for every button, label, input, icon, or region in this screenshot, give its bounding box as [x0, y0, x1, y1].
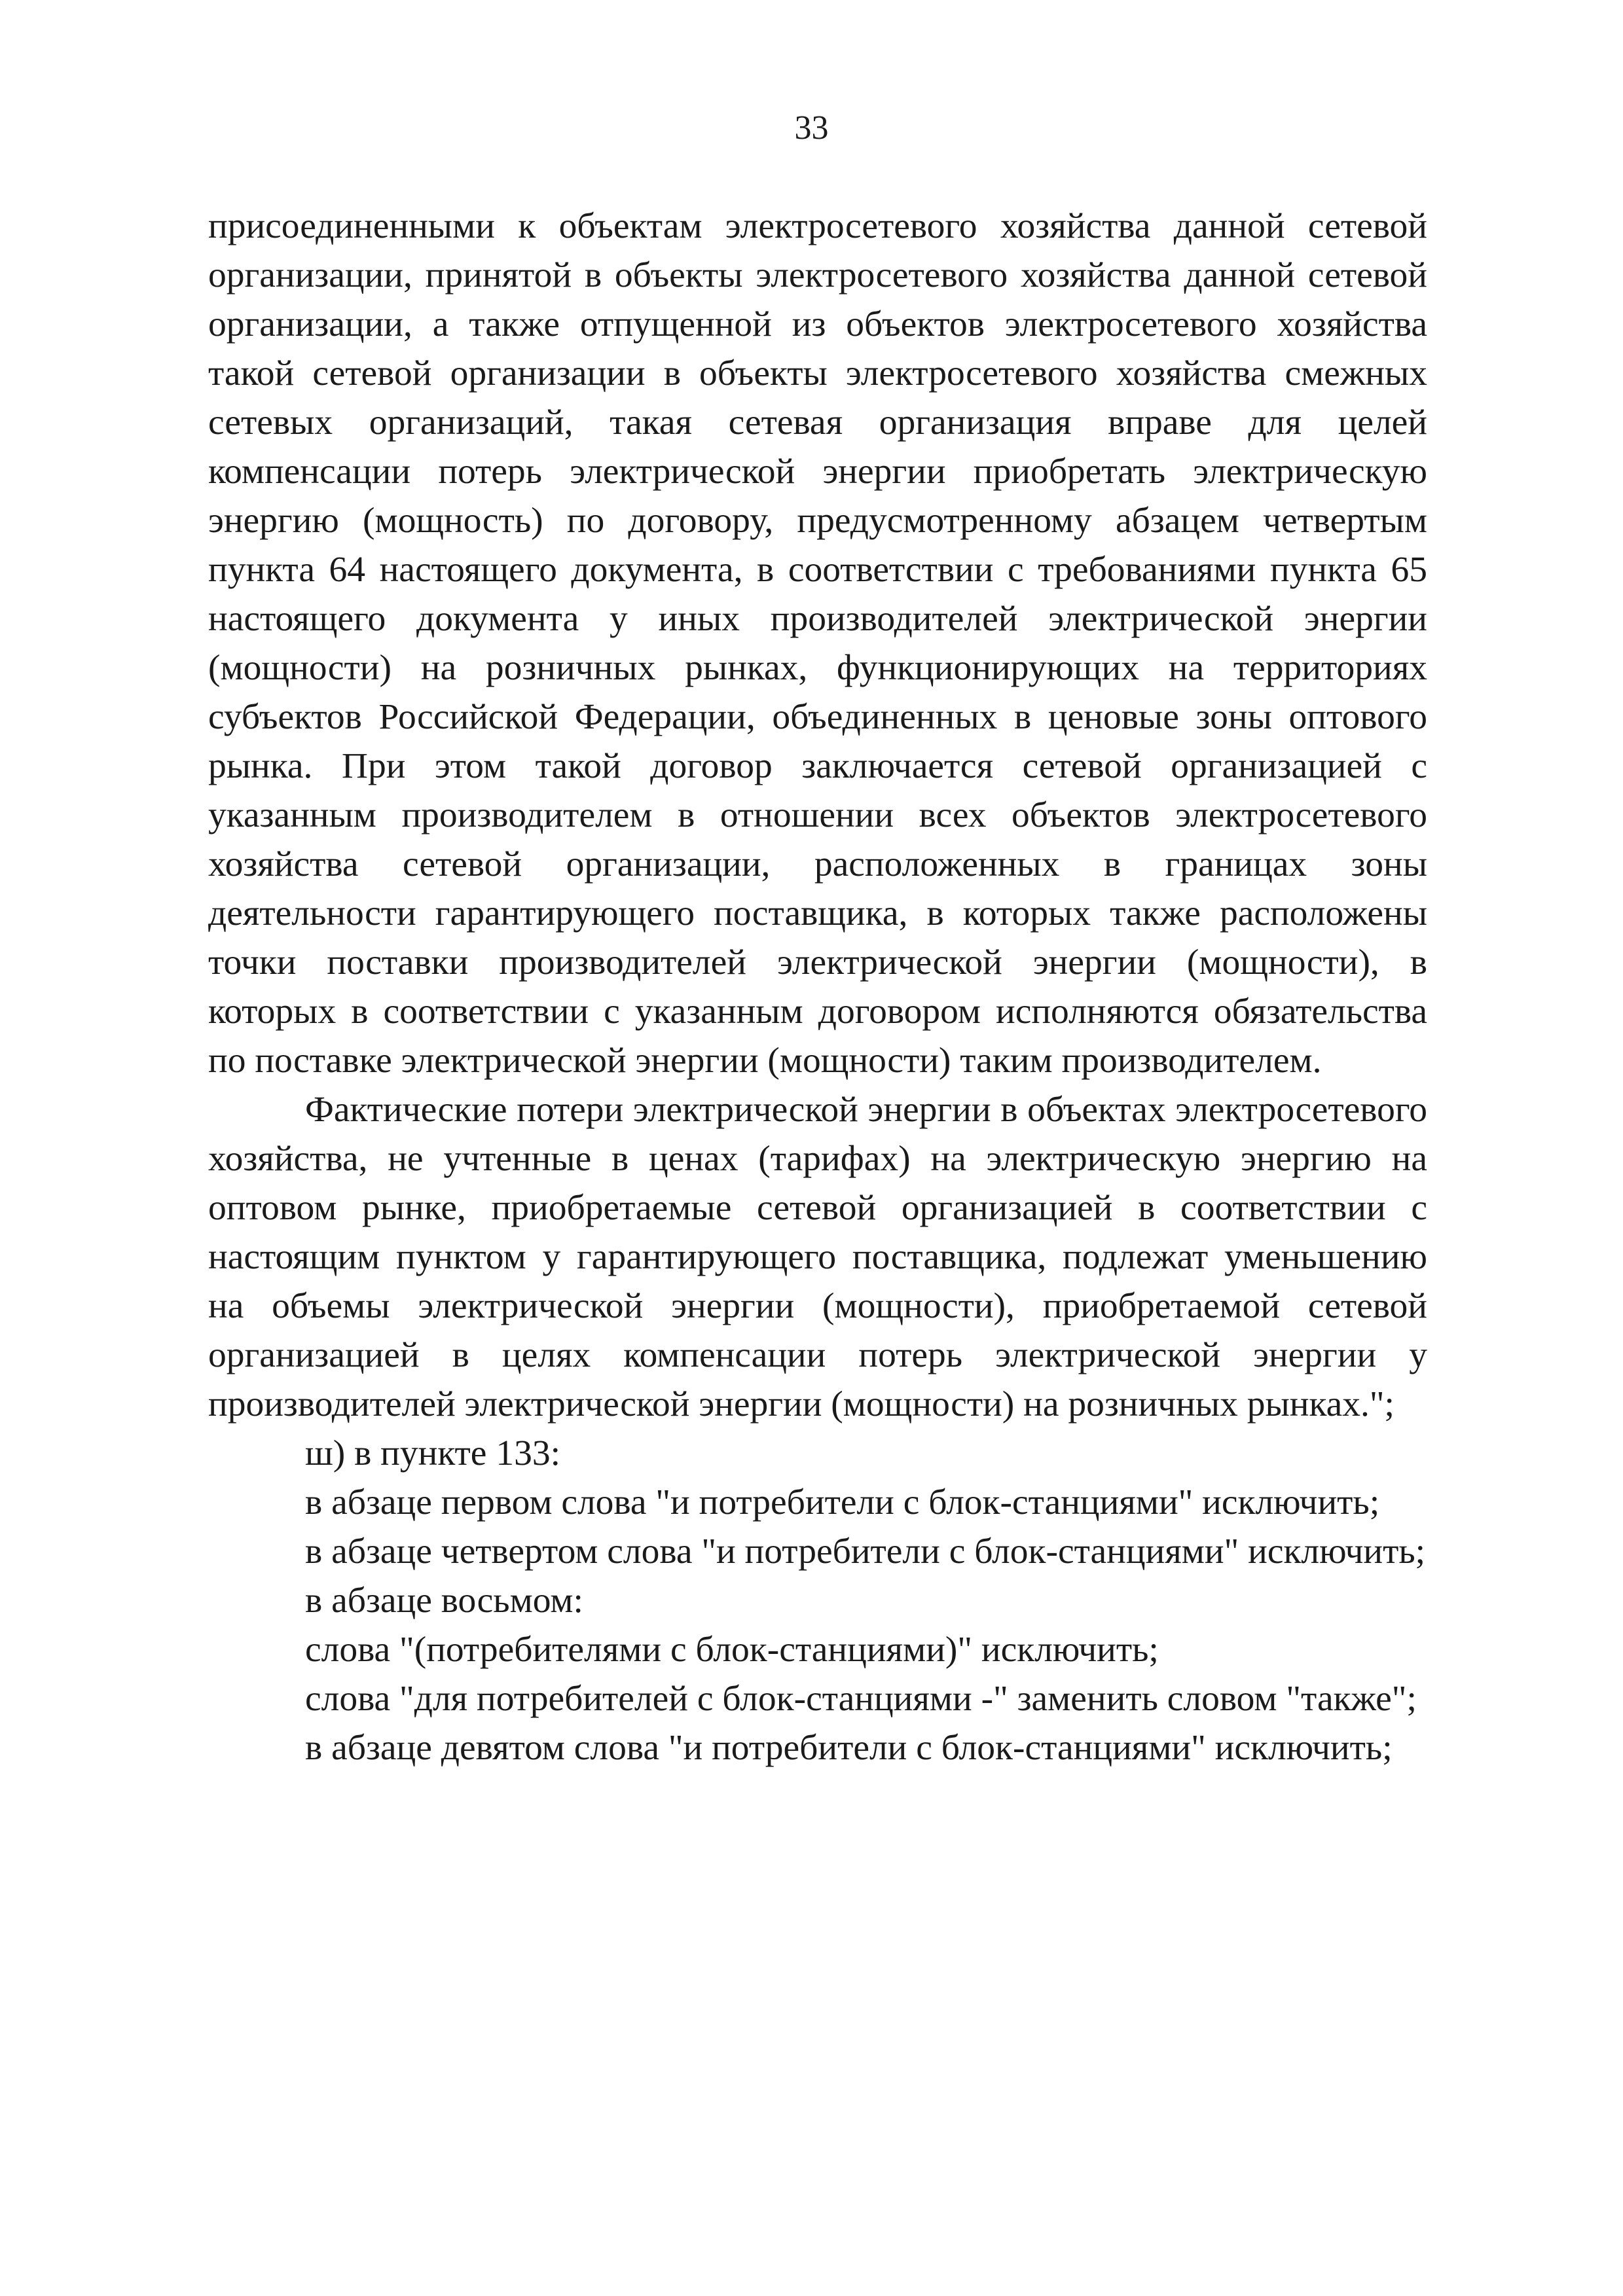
page-number: 33 — [794, 109, 829, 147]
paragraph-ninth-abzac: в абзаце девятом слова "и потребители с блок-станциями" исключить; — [305, 1728, 1393, 1768]
paragraph-words-exclude: слова "(потребителями с блок-станциями)" исключить; — [305, 1630, 1159, 1670]
paragraph-words-replace: слова "для потребителей с блок-станциями -" заменить словом "также"; — [305, 1679, 1417, 1719]
paragraph-first-abzac: в абзаце первом слова "и потребители с блок-станциями" исключить; — [305, 1482, 1380, 1522]
paragraph-eighth-abzac: в абзаце восьмом: — [305, 1581, 583, 1621]
paragraph-item-sh: ш) в пункте 133: — [305, 1433, 560, 1473]
paragraph-continuation: присоединенными к объектам электросетевого хозяйства данной сетевой организации, принятой в объекты электросетевого хозяйства данной сетевой организации, а также отпущенной из объектов электросетевого хозяйства такой сетевой организации в объекты электросетевого хозяйства смежных сетевых организаций, такая сетевая организация вправе для целей компенсации потерь электрической энергии приобретать электрическую энергию (мощность) по договору, предусмотренному абзацем четвертым пункта 64 настоящего документа, в соответствии с требованиями пункта 65 настоящего документа у иных производителей электрической энергии (мощности) на розничных рынках, функционирующих на территориях субъектов Российской Федерации, объединенных в ценовые зоны оптового рынка. При этом такой договор заключается сетевой организацией с указанным производителем в отношении всех объектов электросетевого хозяйства сетевой организации, расположенных в границах зоны деятельности гарантирующего поставщика, в которых также расположены точки поставки производителей электрической энергии (мощности), в которых в соответствии с указанным договором исполняются обязательства по поставке электрической энергии (мощности) таким производителем. — [208, 206, 1427, 1081]
document-body — [208, 202, 1427, 1772]
paragraph-actual-losses: Фактические потери электрической энергии в объектах электросетевого хозяйства, не учтенные в ценах (тарифах) на электрическую энергию на оптовом рынке, приобретаемые сетевой организацией в соответствии с настоящим пунктом у гарантирующего поставщика, подлежат уменьшению на объемы электрической энергии (мощности), приобретаемой сетевой организацией в целях компенсации потерь электрической энергии у производителей электрической энергии (мощности) на розничных рынках."; — [208, 1090, 1427, 1424]
paragraph-fourth-abzac: в абзаце четвертом слова "и потребители с блок-станциями" исключить; — [305, 1532, 1426, 1571]
